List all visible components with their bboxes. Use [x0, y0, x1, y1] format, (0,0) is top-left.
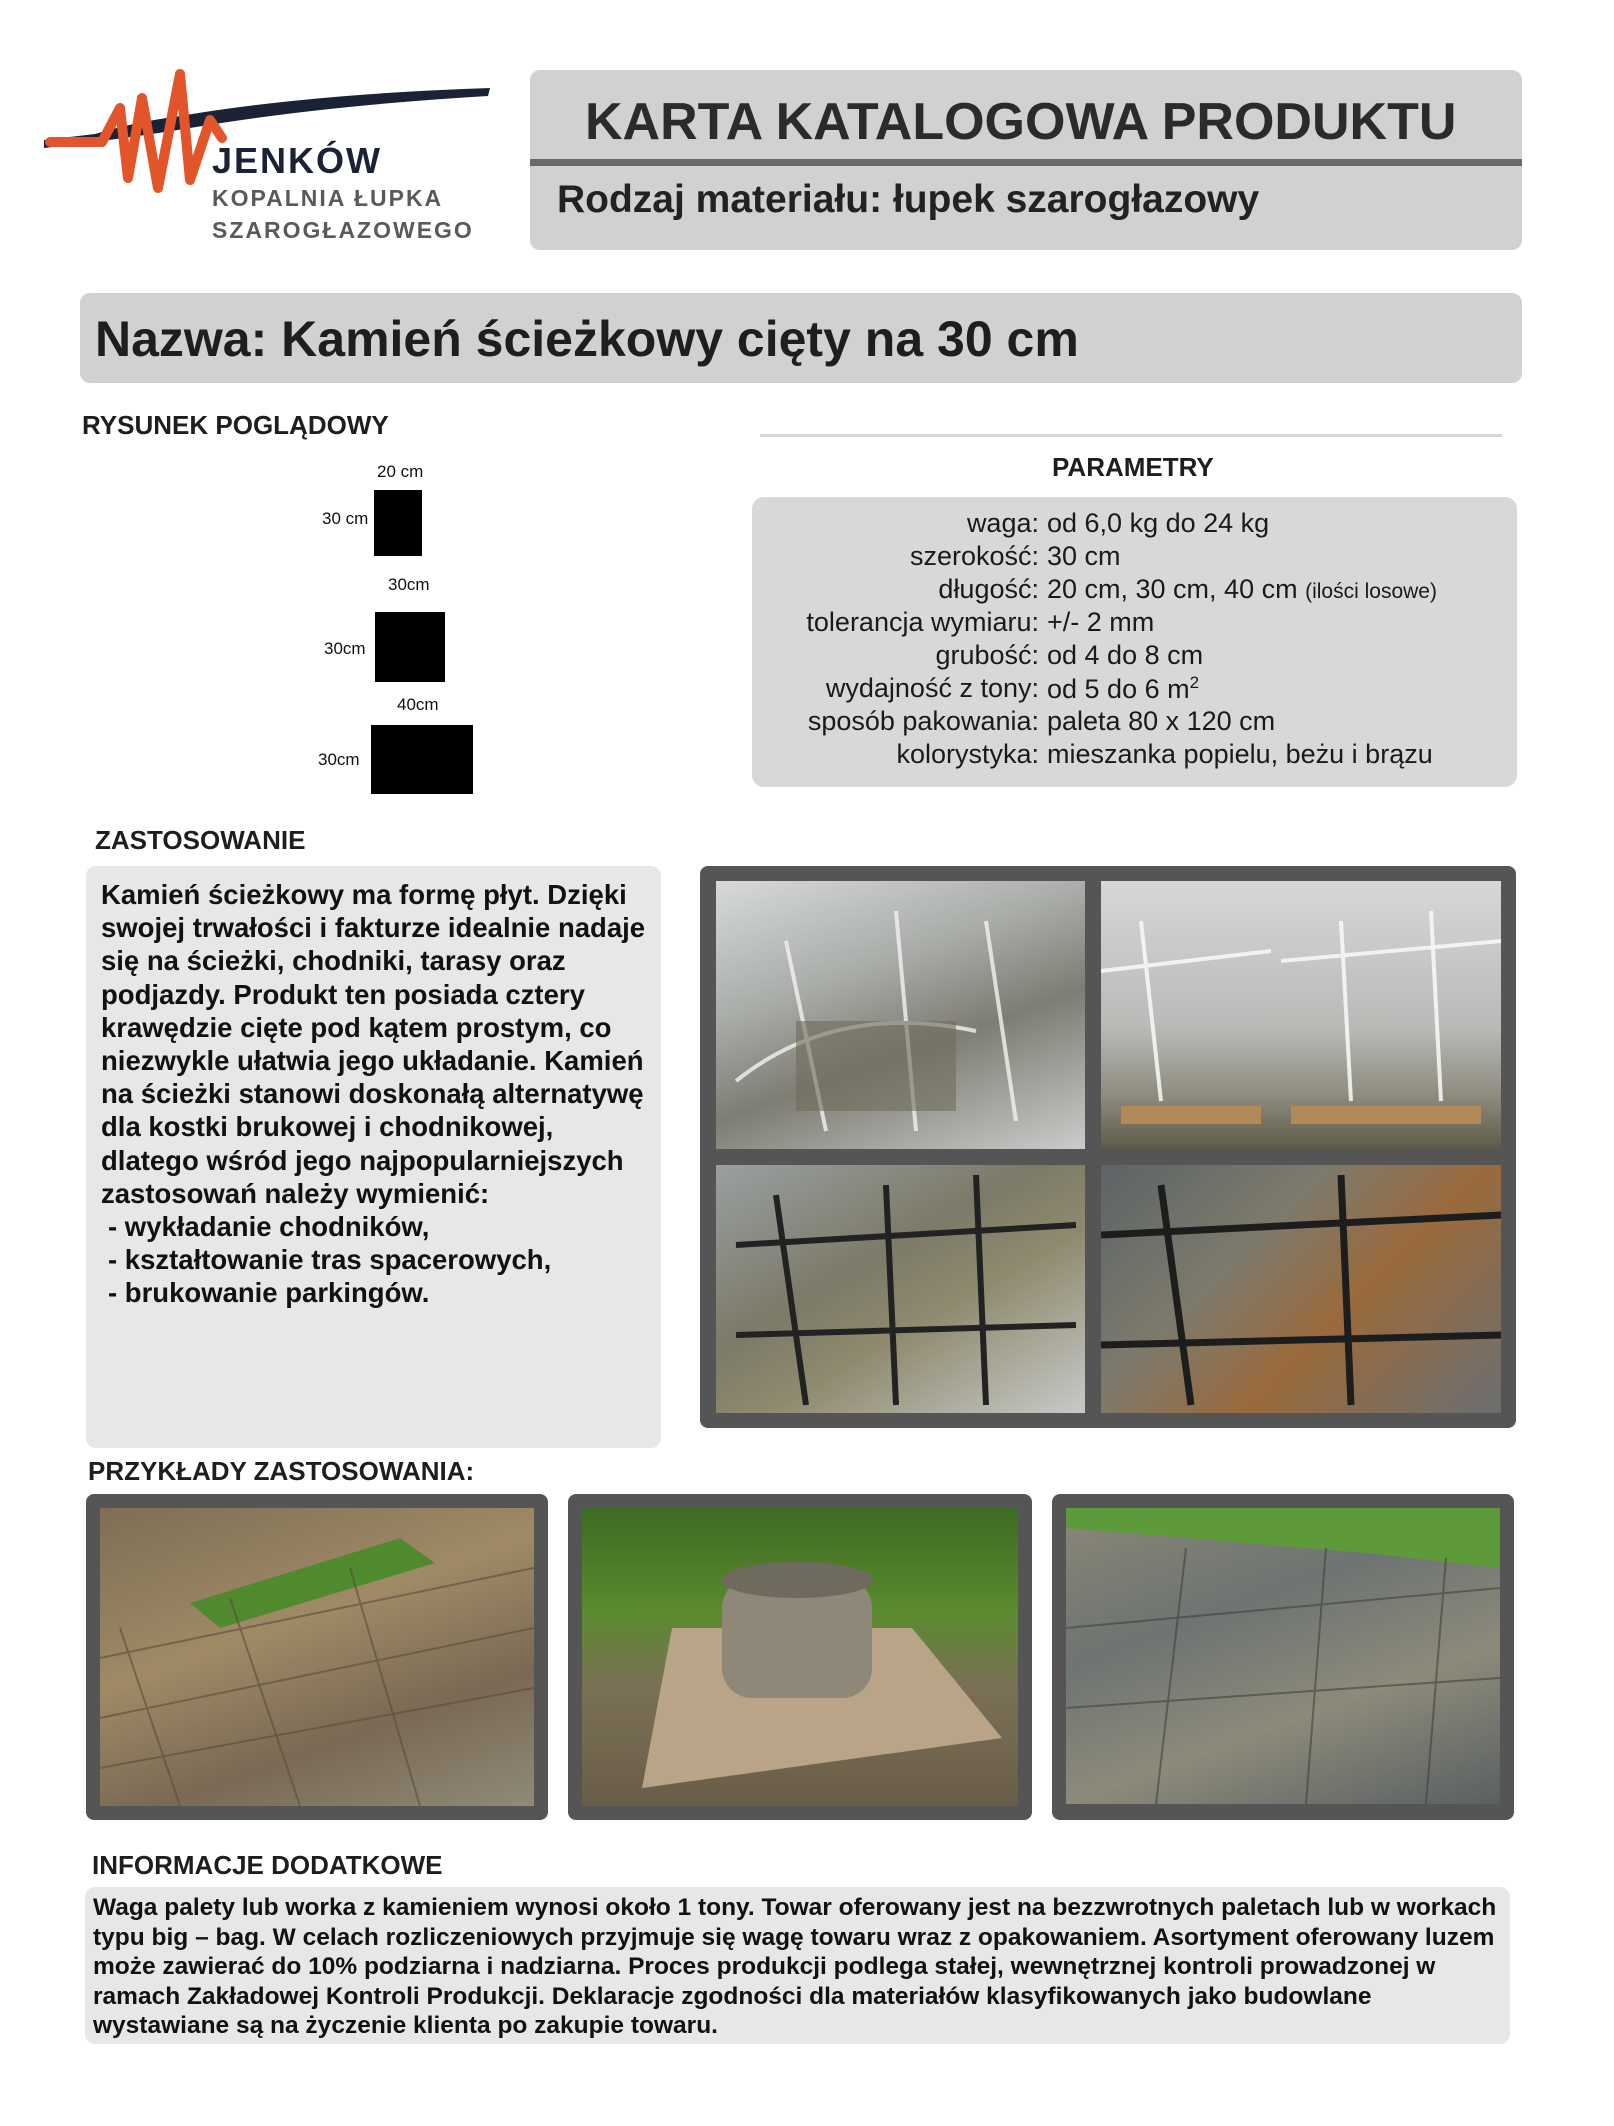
example-photo-frame-2 — [568, 1494, 1032, 1820]
pallet-photos-panel — [700, 866, 1516, 1428]
param-label: wydajność z tony: — [825, 673, 1039, 703]
header-banner — [530, 70, 1522, 250]
param-row-weight — [752, 508, 1517, 541]
param-value: 30 cm — [1047, 541, 1121, 571]
parameters-divider — [760, 434, 1502, 437]
parameters-heading: PARAMETRY — [1052, 452, 1214, 482]
info-heading: INFORMACJE DODATKOWE — [92, 1850, 443, 1880]
info-box — [85, 1887, 1510, 2044]
param-label: długość: — [938, 574, 1039, 604]
param-row-length — [752, 574, 1517, 607]
material-type: Rodzaj materiału: łupek szarogłazowy — [557, 178, 1260, 221]
param-label: kolorystyka: — [896, 739, 1039, 769]
header-divider — [530, 159, 1522, 166]
param-row-thickness — [752, 640, 1517, 673]
example-photo-firepit — [582, 1508, 1018, 1806]
pallet-photo-2 — [1101, 881, 1501, 1149]
usage-text-block — [101, 878, 656, 1310]
drawing-stone-20x30 — [374, 490, 422, 556]
param-row-tolerance — [752, 607, 1517, 640]
param-row-color — [752, 739, 1517, 772]
param-label: sposób pakowania: — [807, 706, 1039, 736]
parameters-table — [752, 497, 1517, 787]
logo-name: JENKÓW — [212, 140, 383, 181]
param-note: (ilości losowe) — [1305, 580, 1437, 603]
examples-heading: PRZYKŁADY ZASTOSOWANIA: — [88, 1456, 475, 1486]
product-name: Nazwa: Kamień ścieżkowy cięty na 30 cm — [95, 311, 1079, 367]
logo-line-2: SZAROGŁAZOWEGO — [212, 217, 474, 243]
drawing-stone-40x30 — [371, 725, 473, 794]
param-value: paleta 80 x 120 cm — [1047, 706, 1276, 736]
param-label: waga: — [966, 508, 1039, 538]
drawing-1-height: 30 cm — [322, 509, 369, 528]
pallet-photo-4 — [1101, 1165, 1501, 1413]
drawing-1-width: 20 cm — [377, 462, 424, 481]
example-photo-frame-3 — [1052, 1494, 1514, 1820]
usage-box — [86, 866, 661, 1448]
example-photo-frame-1 — [86, 1494, 548, 1820]
example-photo-path — [100, 1508, 534, 1806]
drawing-2-width: 30cm — [388, 575, 430, 594]
info-text: Waga palety lub worka z kamieniem wynosi około 1 tony. Towar oferowany jest na bezzwrotnych paletach lub w workach typu big – bag. W celach rozliczeniowych przyjmuje się wagę towaru wraz z opakowaniem. Asortyment oferowany luzem może zawierać do 10% podziarna i nadziarna. Proces produkcji podlega stałej, wewnętrznej kontroli prowadzonej w ramach Zakładowej Kontroli Produkcji. Deklaracje zgodności dla materiałów klasyfikowanych jako budowlane wystawiane są na życzenie klienta po zakupie towaru. — [93, 1894, 1497, 2039]
param-value: mieszanka popielu, beżu i brązu — [1047, 739, 1433, 769]
logo-line-1: KOPALNIA ŁUPKA — [212, 185, 444, 211]
usage-heading: ZASTOSOWANIE — [95, 825, 306, 855]
pallet-photo-3 — [716, 1165, 1085, 1413]
param-value: od 6,0 kg do 24 kg — [1047, 508, 1270, 538]
drawing-3-height: 30cm — [318, 750, 360, 769]
param-value: 20 cm, 30 cm, 40 cm — [1047, 574, 1298, 604]
drawing-stone-30x30 — [375, 612, 445, 682]
param-row-width — [752, 541, 1517, 574]
example-photo-terrace — [1066, 1508, 1500, 1804]
param-label: tolerancja wymiaru: — [806, 607, 1039, 637]
drawing-heading: RYSUNEK POGLĄDOWY — [82, 410, 389, 440]
usage-list-item: - brukowanie parkingów. — [108, 1277, 430, 1309]
param-sup: 2 — [1189, 673, 1200, 692]
param-row-packaging — [752, 706, 1517, 739]
usage-list-item: - wykładanie chodników, — [108, 1211, 430, 1243]
param-value: +/- 2 mm — [1047, 607, 1155, 637]
param-value: od 5 do 6 m — [1047, 674, 1190, 704]
pallet-photo-1 — [716, 881, 1085, 1149]
usage-text: Kamień ścieżkowy ma formę płyt. Dzięki swojej trwałości i fakturze idealnie nadaje się na ścieżki, chodniki, tarasy oraz podjazdy. Produkt ten posiada cztery krawędzie cięte pod kątem prostym, co niezwykle ułatwia jego układanie. Kamień na ścieżki stanowi doskonałą alternatywę dla kostki brukowej i chodnikowej, dlatego wśród jego najpopularniejszych zastosowań należy wymienić: — [101, 879, 646, 1209]
param-row-yield — [752, 673, 1517, 706]
drawing-2-height: 30cm — [324, 639, 366, 658]
param-label: grubość: — [935, 640, 1039, 670]
param-value: od 4 do 8 cm — [1047, 640, 1204, 670]
param-label: szerokość: — [909, 541, 1039, 571]
usage-list-item: - kształtowanie tras spacerowych, — [108, 1244, 552, 1276]
drawing-3-width: 40cm — [397, 695, 439, 714]
product-name-bar — [80, 293, 1522, 383]
document-title: KARTA KATALOGOWA PRODUKTU — [585, 93, 1457, 151]
